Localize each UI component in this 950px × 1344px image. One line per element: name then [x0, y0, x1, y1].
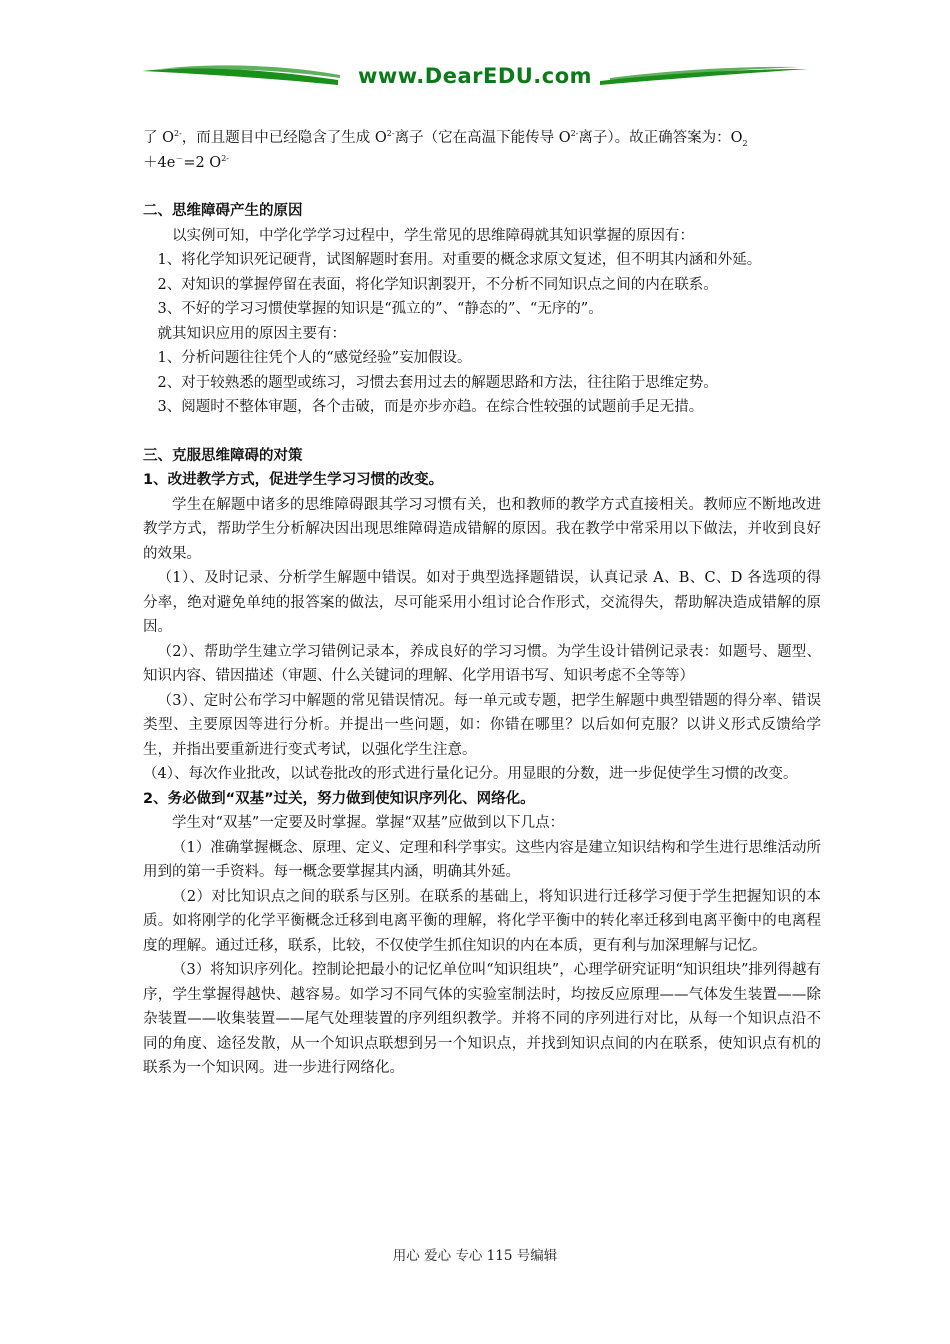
section-2-heading: 二、思维障碍产生的原因: [143, 203, 303, 219]
section-3-paragraph: （3）将知识序列化。控制论把最小的记忆单位叫“知识组块”，心理学研究证明“知识组块”排列得越有序，学生掌握得越快、越容易。如学习不同气体的实验室制法时，均按反应原理——气体发生装置——除杂装置——收集装置——尾气处理装置的序列组织教学。并将不同的序列进行对比，从每一个知识点沿不同的角度、途径发散，从一个知识点联想到另一个知识点，并找到知识点间的内在联系，使知识点有机的联系为一个知识网。进一步进行网络化。: [143, 962, 821, 1076]
section-3-paragraph: （3）、定时公布学习中解题的常见错误情况。每一单元或专题，把学生解题中典型错题的得分率、错误类型、主要原因等进行分析。并提出一些问题，如：你错在哪里？以后如何克服？以讲义形式反馈给学生，并指出要重新进行变式考试，以强化学生注意。: [143, 692, 821, 758]
section-2-paragraph: 2、对于较熟悉的题型或练习，习惯去套用过去的解题思路和方法，往往陷于思维定势。: [157, 374, 718, 391]
section-3-paragraph: （2）对比知识点之间的联系与区别。在联系的基础上，将知识进行迁移学习便于学生把握知识的本质。如将刚学的化学平衡概念迁移到电离平衡的理解，将化学平衡中的转化率迁移到电离平衡中的电离程度的理解。通过迁移，联系，比较，不仅使学生抓住知识的内在本质，更有利与加深理解与记忆。: [143, 888, 821, 954]
section-3-heading: 三、克服思维障碍的对策: [143, 447, 303, 464]
section-3-paragraph: 学生对“双基”一定要及时掌握。掌握“双基”应做到以下几点：: [172, 815, 565, 831]
page-footer: 用心 爱心 专心 115 号编辑: [392, 1248, 558, 1264]
document-body: [143, 126, 821, 1081]
section-2-paragraph: 3、不好的学习习惯使掌握的知识是“孤立的”、“静态的”、“无序的”。: [157, 301, 603, 317]
section-2-paragraph: 3、阅题时不整体审题，各个击破，而是亦步亦趋。在综合性较强的试题前手足无措。: [157, 399, 704, 415]
section-3-paragraph: （1）准确掌握概念、原理、定义、定理和科学事实。这些内容是建立知识结构和学生进行思维活动所用到的第一手资料。每一概念要掌握其内涵，明确其外延。: [143, 839, 821, 880]
site-header: [140, 56, 810, 106]
section-2-paragraph: 1、将化学知识死记硬背，试图解题时套用。对重要的概念求原文复述，但不明其内涵和外延。: [157, 252, 762, 268]
section-3-subheading: 1、改进教学方式，促进学生学习习惯的改变。: [143, 472, 444, 488]
section-3-paragraph: （4）、每次作业批改，以试卷批改的形式进行量化记分。用显眼的分数，进一步促使学生习惯的改变。: [143, 766, 798, 782]
section-2-paragraph: 就其知识应用的原因主要有：: [157, 325, 346, 342]
section-2-paragraph: 2、对知识的掌握停留在表面，将化学知识割裂开，不分析不同知识点之间的内在联系。: [157, 276, 718, 293]
section-3-paragraph: （1）、及时记录、分析学生解题中错误。如对于典型选择题错误，认真记录 A、B、C、D 各选项的得分率，绝对避免单纯的报答案的做法，尽可能采用小组讨论合作形式，交流得失，帮助解决造成错解的原因。: [143, 570, 821, 635]
site-logo[interactable]: www.DearEDU.com: [357, 64, 593, 88]
section-2-paragraph: 1、分析问题往往凭个人的“感觉经验”妄加假设。: [157, 350, 472, 366]
section-2-paragraph: 以实例可知，中学化学学习过程中，学生常见的思维障碍就其知识掌握的原因有：: [172, 227, 694, 244]
section-3-paragraph: 学生在解题中诸多的思维障碍跟其学习习惯有关，也和教师的教学方式直接相关。教师应不断地改进教学方式，帮助学生分析解决因出现思维障碍造成错解的原因。我在教学中常采用以下做法，并收到良好的效果。: [143, 496, 821, 562]
intro-line-2: ＋4e－=2 $O^{2-}$: [143, 153, 229, 171]
section-3-subheading: 2、务必做到“双基”过关，努力做到使知识序列化、网络化。: [143, 790, 535, 807]
intro-line-1: 了 $O^{2-}$，而且题目中已经隐含了生成 $O^{2-}$离子（它在高温下能传导 $O^{2-}$离子）。故正确答案为：$O_2$: [143, 129, 748, 148]
section-3-paragraph: （2）、帮助学生建立学习错例记录本，养成良好的学习习惯。为学生设计错例记录表：如题号、题型、知识内容、错因描述（审题、什么关键词的理解、化学用语书写、知识考虑不全等等）: [143, 643, 821, 684]
